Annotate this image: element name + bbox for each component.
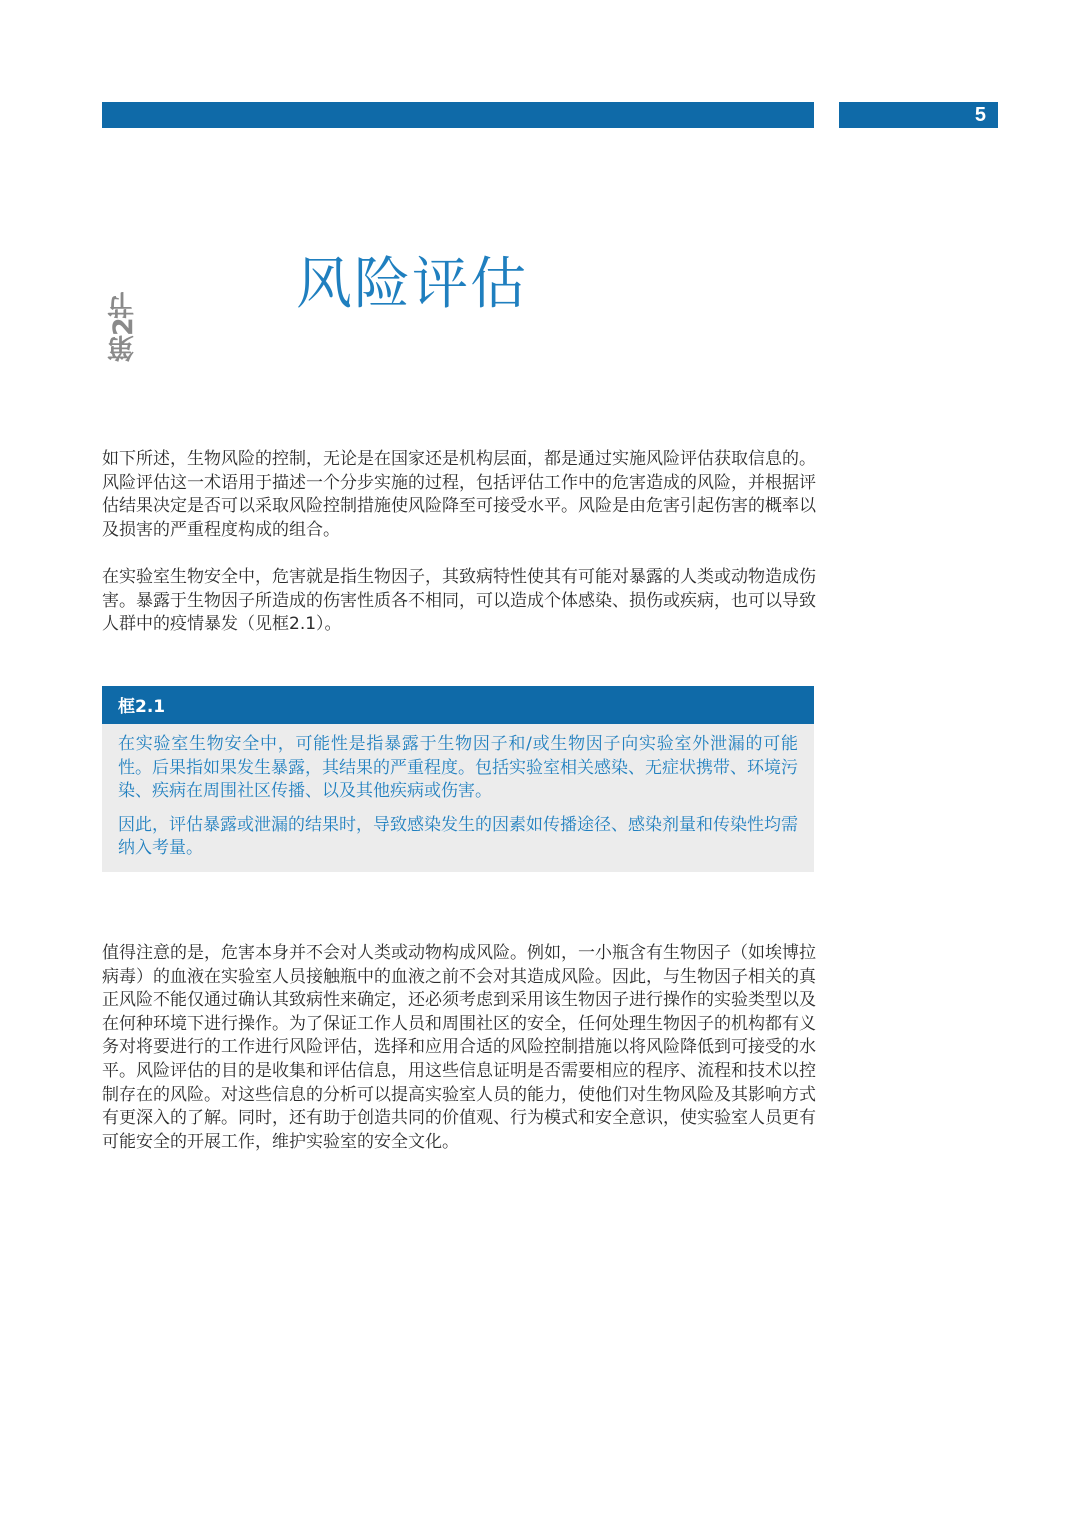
info-box-paragraph-1: 在实验室生物安全中，可能性是指暴露于生物因子和/或生物因子向实验室外泄漏的可能性。后果指如果发生暴露，其结果的严重程度。包括实验室相关感染、无症状携带、环境污染、疾病在周围社区传播、以及其他疾病或伤害。 xyxy=(118,734,798,802)
page-number-box xyxy=(839,102,998,128)
info-box-title: 框2.1 xyxy=(102,686,814,724)
header-bar xyxy=(102,102,814,128)
section-label: 第2节 xyxy=(108,292,139,362)
info-box xyxy=(102,686,814,872)
info-box-paragraph-2: 因此，评估暴露或泄漏的结果时，导致感染发生的因素如传播途径、感染剂量和传染性均需纳入考量。 xyxy=(118,814,798,859)
body-paragraph-1: 如下所述，生物风险的控制，无论是在国家还是机构层面，都是通过实施风险评估获取信息的。风险评估这一术语用于描述一个分步实施的过程，包括评估工作中的危害造成的风险，并根据评估结果决定是否可以采取风险控制措施使风险降至可接受水平。风险是由危害引起伤害的概率以及损害的严重程度构成的组合。 xyxy=(102,449,816,540)
page-title: 风险评估 xyxy=(296,252,528,317)
body-paragraph-2: 在实验室生物安全中，危害就是指生物因子，其致病特性使其有可能对暴露的人类或动物造成伤害。暴露于生物因子所造成的伤害性质各不相同，可以造成个体感染、损伤或疾病，也可以导致人群中的疫情暴发（见框2.1）。 xyxy=(102,567,816,635)
body-paragraph-3: 值得注意的是，危害本身并不会对人类或动物构成风险。例如，一小瓶含有生物因子（如埃博拉病毒）的血液在实验室人员接触瓶中的血液之前不会对其造成风险。因此，与生物因子相关的真正风险不能仅通过确认其致病性来确定，还必须考虑到采用该生物因子进行操作的实验类型以及在何种环境下进行操作。为了保证工作人员和周围社区的安全，任何处理生物因子的机构都有义务对将要进行的工作进行风险评估，选择和应用合适的风险控制措施以将风险降低到可接受的水平。风险评估的目的是收集和评估信息，用这些信息证明是否需要相应的程序、流程和技术以控制存在的风险。对这些信息的分析可以提高实验室人员的能力，使他们对生物风险及其影响方式有更深入的了解。同时，还有助于创造共同的价值观、行为模式和安全意识，使实验室人员更有可能安全的开展工作，维护实验室的安全文化。 xyxy=(102,943,816,1152)
page-number: 5 xyxy=(974,104,986,126)
